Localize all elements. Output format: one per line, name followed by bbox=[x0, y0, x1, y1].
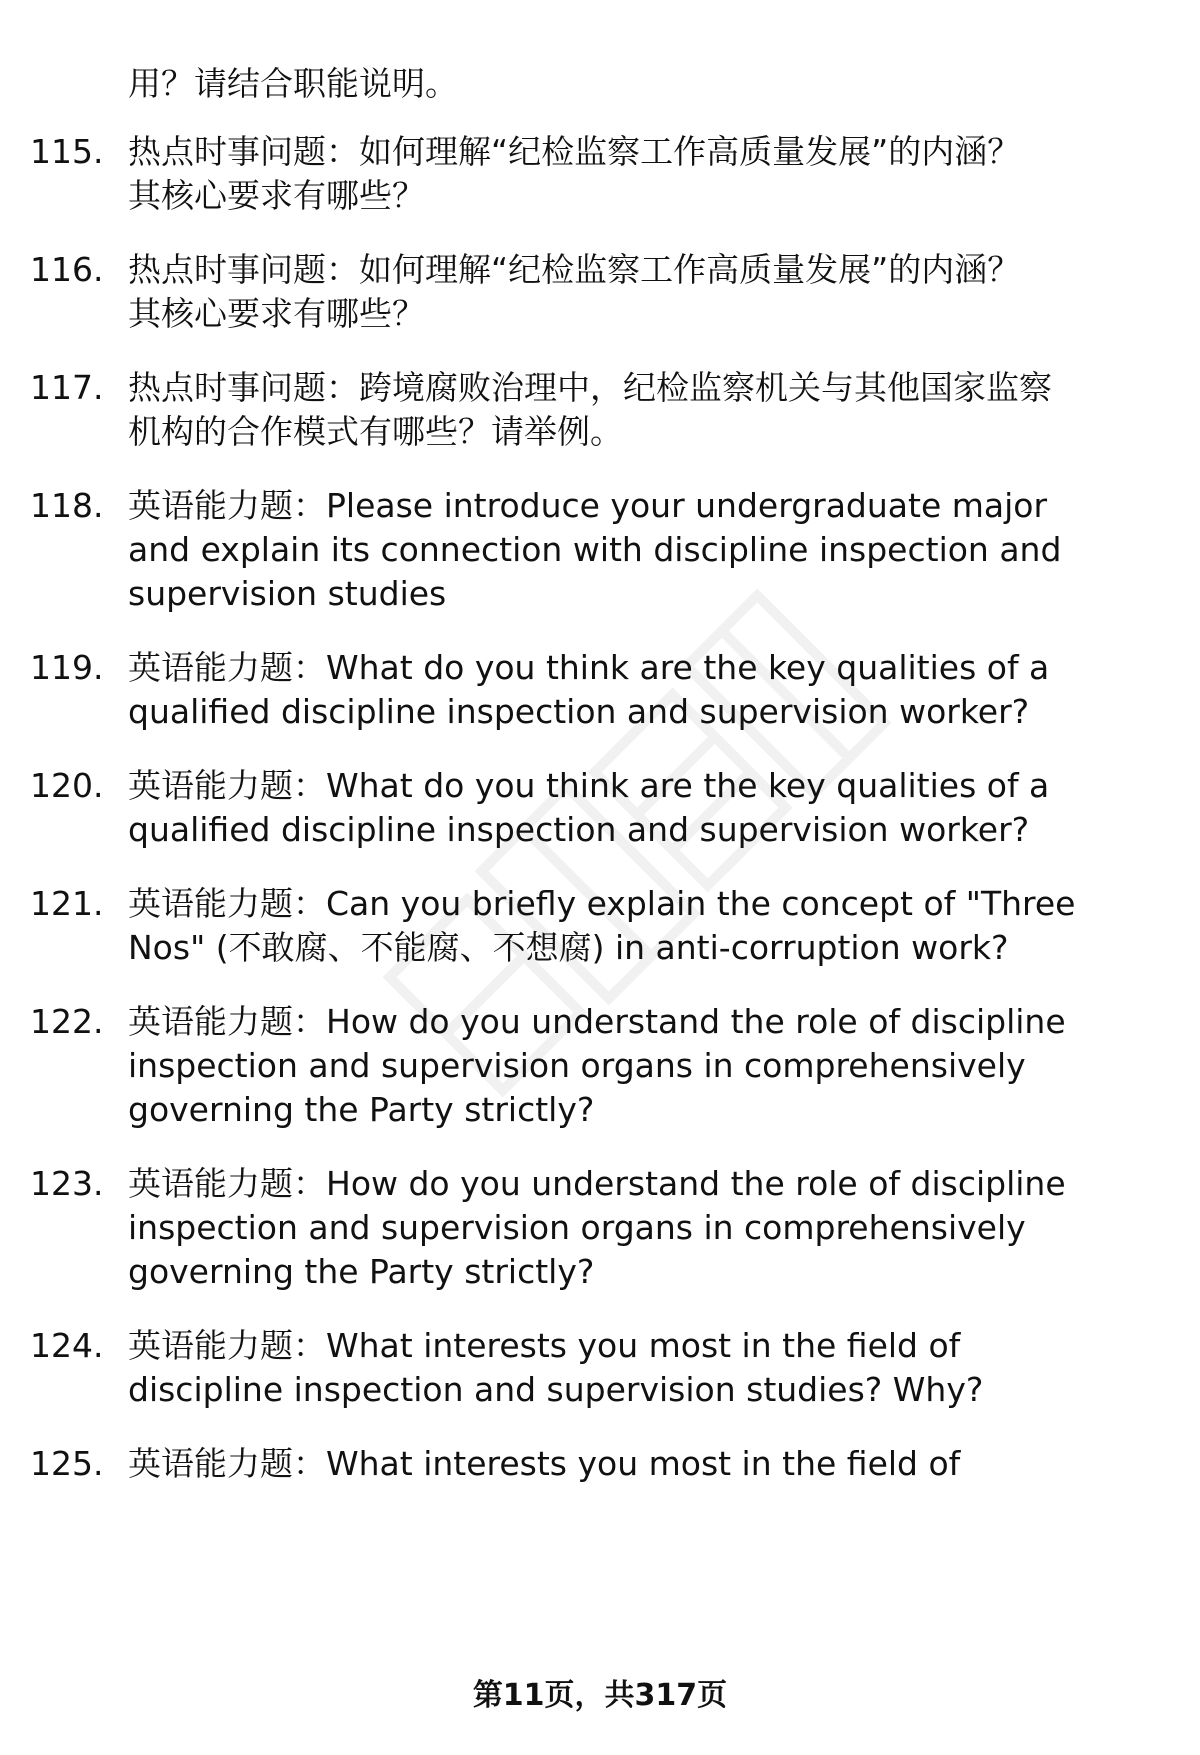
question-text-line: Nos" (不敢腐、不能腐、不想腐) in anti-corruption work? bbox=[128, 928, 1009, 967]
question-number: 117. bbox=[30, 368, 104, 407]
question-text-line: 热点时事问题：如何理解“纪检监察工作高质量发展”的内涵？ bbox=[128, 132, 1021, 171]
question-number: 118. bbox=[30, 486, 104, 525]
question-text-line: 热点时事问题：如何理解“纪检监察工作高质量发展”的内涵？ bbox=[128, 250, 1021, 289]
question-number: 120. bbox=[30, 766, 104, 805]
question-number: 119. bbox=[30, 648, 104, 687]
question-number: 123. bbox=[30, 1164, 104, 1203]
question-text-line: qualified discipline inspection and supervision worker? bbox=[128, 692, 1030, 731]
page-footer: 第11页，共317页 bbox=[472, 1678, 728, 1713]
question-text-line: 英语能力题：How do you understand the role of discipline bbox=[128, 1164, 1066, 1203]
question-text-line: 英语能力题：How do you understand the role of discipline bbox=[128, 1002, 1066, 1041]
question-number: 115. bbox=[30, 132, 104, 171]
question-text-line: 英语能力题：Can you briefly explain the concept of "Three bbox=[128, 884, 1076, 923]
question-text-line: inspection and supervision organs in comprehensively bbox=[128, 1208, 1026, 1247]
question-text-line: 英语能力题：What interests you most in the field of bbox=[128, 1444, 961, 1483]
question-number: 121. bbox=[30, 884, 104, 923]
question-text-line: and explain its connection with discipline inspection and bbox=[128, 530, 1062, 569]
question-text-line: discipline inspection and supervision studies? Why? bbox=[128, 1370, 984, 1409]
question-number: 124. bbox=[30, 1326, 104, 1365]
question-text-line: 热点时事问题：跨境腐败治理中，纪检监察机关与其他国家监察 bbox=[128, 368, 1052, 407]
question-text-line: 英语能力题：What interests you most in the field of bbox=[128, 1326, 961, 1365]
question-text-line: 其核心要求有哪些？ bbox=[128, 294, 425, 333]
question-text-line: governing the Party strictly? bbox=[128, 1090, 595, 1129]
question-number: 116. bbox=[30, 250, 104, 289]
question-text-line: inspection and supervision organs in comprehensively bbox=[128, 1046, 1026, 1085]
question-number: 125. bbox=[30, 1444, 104, 1483]
continuation-text: 用？请结合职能说明。 bbox=[128, 64, 458, 103]
question-text-line: 英语能力题：Please introduce your undergraduate major bbox=[128, 486, 1048, 525]
question-text-line: 其核心要求有哪些？ bbox=[128, 176, 425, 215]
question-text-line: governing the Party strictly? bbox=[128, 1252, 595, 1291]
question-text-line: qualified discipline inspection and supervision worker? bbox=[128, 810, 1030, 849]
question-text-line: supervision studies bbox=[128, 574, 447, 613]
question-text-line: 英语能力题：What do you think are the key qualities of a bbox=[128, 766, 1050, 805]
question-text-line: 英语能力题：What do you think are the key qualities of a bbox=[128, 648, 1050, 687]
question-number: 122. bbox=[30, 1002, 104, 1041]
question-text-line: 机构的合作模式有哪些？请举例。 bbox=[128, 412, 623, 451]
